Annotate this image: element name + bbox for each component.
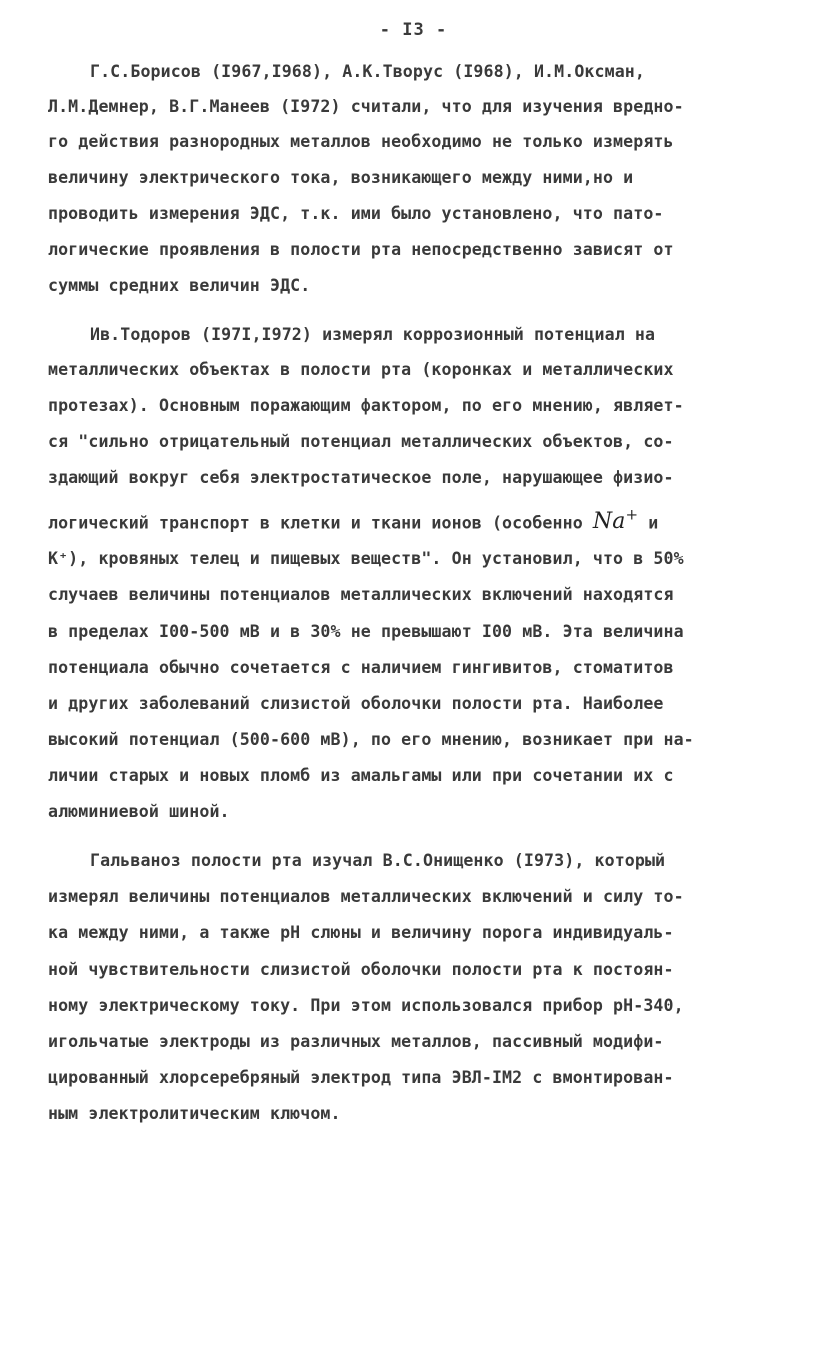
paragraph-1-line-3: го действия разнородных металлов необходимо не только измерять [48, 132, 674, 151]
paragraph-2-line-11: и других заболеваний слизистой оболочки полости рта. Наиболее [48, 694, 664, 713]
page-number: - I3 - [379, 20, 448, 40]
paragraph-1-line-6: логические проявления в полости рта непосредственно зависят от [48, 240, 674, 259]
paragraph-2-line-6 [48, 505, 783, 533]
paragraph-2-line-12: высокий потенциал (500-600 мВ), по его мнению, возникает при на- [48, 730, 694, 749]
sodium-ion-handwritten: Na+ [592, 506, 639, 535]
paragraph-3-line-8: ным электролитическим ключом. [48, 1104, 341, 1123]
paragraph-2-line-10: потенциала обычно сочетается с наличием гингивитов, стоматитов [48, 658, 674, 677]
paragraph-2-line-9: в пределах I00-500 мВ и в 30% не превышают I00 мВ. Эта величина [48, 622, 684, 641]
paragraph-3-line-5: ному электрическому току. При этом использовался прибор рН-340, [48, 996, 684, 1015]
paragraph-3-line-2: измерял величины потенциалов металлических включений и силу то- [48, 887, 684, 906]
paragraph-1-line-4: величину электрического тока, возникающего между ними,но и [48, 168, 634, 187]
paragraph-1-line-1: Г.С.Борисов (I967,I968), А.К.Творус (I968), И.М.Оксман, [90, 62, 645, 81]
paragraph-3-line-7: цированный хлорсеребряный электрод типа ЭВЛ-IМ2 с вмонтирован- [48, 1068, 674, 1087]
paragraph-2-line-6-tail: и [648, 513, 659, 533]
paragraph-2-line-2: металлических объектах в полости рта (коронках и металлических [48, 360, 674, 379]
paragraph-2-line-8: случаев величины потенциалов металлических включений находятся [48, 585, 674, 604]
paragraph-1-line-2: Л.М.Демнер, В.Г.Манеев (I972) считали, что для изучения вредно- [48, 97, 684, 116]
paragraph-1-line-5: проводить измерения ЭДС, т.к. ими было установлено, что пато- [48, 204, 664, 223]
paragraph-2-line-3: протезах). Основным поражающим фактором, по его мнению, являет- [48, 396, 684, 415]
paragraph-2-line-13: личии старых и новых пломб из амальгамы или при сочетании их с [48, 766, 674, 785]
paragraph-3-line-3: ка между ними, а также рН слюны и величину порога индивидуаль- [48, 923, 674, 942]
paragraph-1-line-7: суммы средних величин ЭДС. [48, 276, 311, 295]
paragraph-2-line-6-text: логический транспорт в клетки и ткани ионов (особенно [48, 513, 583, 533]
paragraph-2-line-1: Ив.Тодоров (I97I,I972) измерял коррозионный потенциал на [90, 325, 656, 344]
paragraph-3-line-6: игольчатые электроды из различных металлов, пассивный модифи- [48, 1032, 664, 1051]
paragraph-2-line-5: здающий вокруг себя электростатическое поле, нарушающее физио- [48, 468, 674, 487]
paragraph-3-line-4: ной чувствительности слизистой оболочки полости рта к постоян- [48, 960, 674, 979]
paragraph-2-line-4: ся "сильно отрицательный потенциал металлических объектов, со- [48, 432, 674, 451]
paragraph-3-line-1: Гальваноз полости рта изучал В.С.Онищенко (I973), который [90, 851, 666, 870]
paragraph-2-line-7: К⁺), кровяных телец и пищевых веществ". Он установил, что в 50% [48, 549, 684, 568]
paragraph-2-line-14: алюминиевой шиной. [48, 802, 230, 821]
